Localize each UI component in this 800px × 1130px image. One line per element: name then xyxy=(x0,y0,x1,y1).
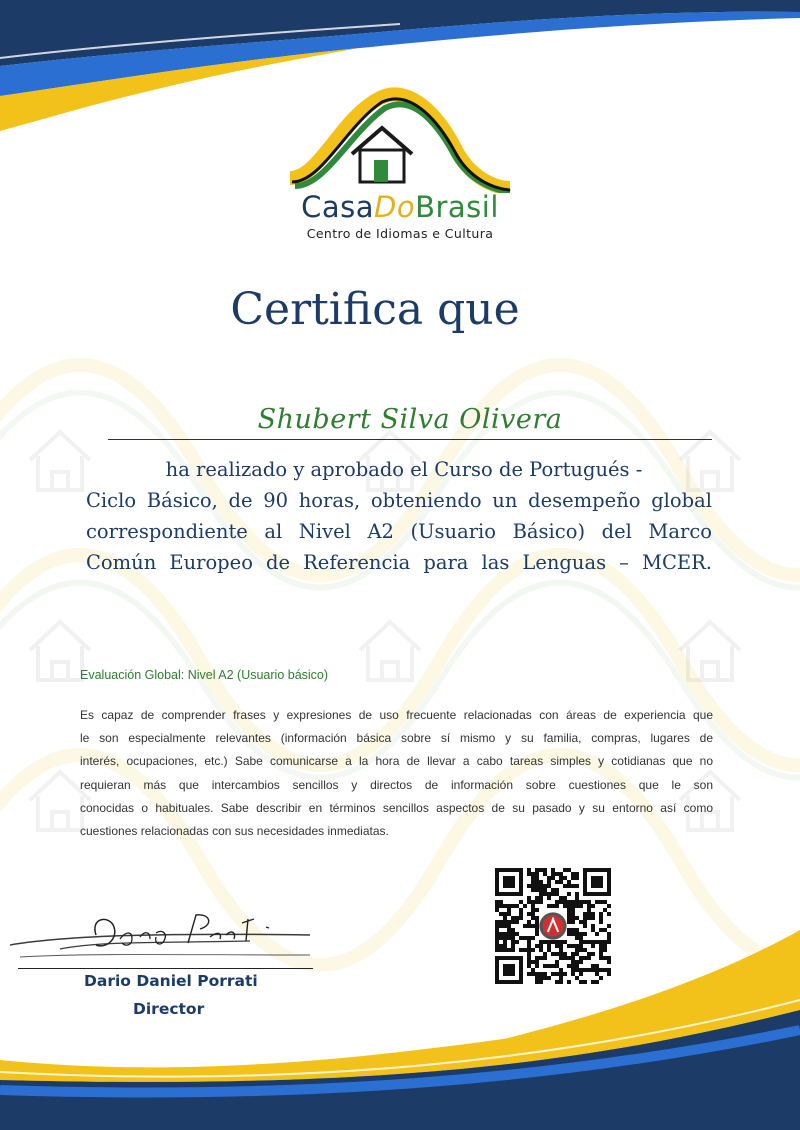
description-line: requieran más que intercambios sencillos y directos de información sobre cuestiones que le son xyxy=(80,777,713,792)
body-line: ha realizado y aprobado el Curso de Portugués - xyxy=(165,458,643,481)
description-line: conocidas o habituales. Sabe describir en términos sencillos aspectos de su pasado y su entorno así como xyxy=(80,800,713,815)
description-line: interés, ocupaciones, etc.) Sabe comunicarse a la hora de llevar a cabo tareas simples y cotidianas que no xyxy=(80,754,713,769)
verification-qr-code[interactable] xyxy=(495,868,611,984)
certificate-body xyxy=(86,454,712,578)
description-line: le son especialmente relevantes (información básica sobre sí mismo y su familia, compras, lugares de xyxy=(80,731,713,746)
evaluation-description xyxy=(80,704,713,843)
logo-brand-name: CasaDoBrasil xyxy=(301,190,499,224)
body-line: Común Europeo de Referencia para las Lenguas – MCER. xyxy=(86,551,712,574)
recipient-name: Shubert Silva Olivera xyxy=(257,404,563,435)
signature-line xyxy=(18,968,313,969)
casa-do-brasil-logo xyxy=(270,78,530,248)
director-role: Director xyxy=(133,1000,205,1018)
recipient-underline xyxy=(108,439,712,440)
verification-badge-icon xyxy=(539,912,566,939)
certificate-title: Certifica que xyxy=(230,284,520,335)
evaluation-title: Evaluación Global: Nivel A2 (Usuario básico) xyxy=(80,668,329,682)
description-line: cuestiones relacionadas con sus necesidades inmediatas. xyxy=(80,824,389,839)
director-name: Dario Daniel Porrati xyxy=(84,972,258,990)
logo-hill-house-icon xyxy=(270,78,530,193)
description-line: Es capaz de comprender frases y expresiones de uso frecuente relacionadas con áreas de experiencia que xyxy=(80,708,713,722)
logo-subtitle: Centro de Idiomas e Cultura xyxy=(306,226,494,241)
body-line: correspondiente al Nivel A2 (Usuario Básico) del Marco xyxy=(86,520,712,543)
body-line: Ciclo Básico, de 90 horas, obteniendo un desempeño global xyxy=(86,489,712,512)
